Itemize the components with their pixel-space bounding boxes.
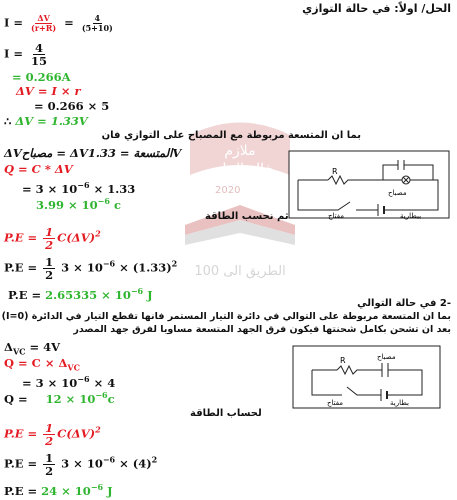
formula-energy: P.E = $\frac{1}{2}$ $C(\Delta V)^2$ xyxy=(4,225,101,252)
result-energy: $P.E = 2.65335 \times 10^{-6}$ J xyxy=(8,286,153,302)
note-energy: ثم نحسب الطاقة xyxy=(205,211,289,222)
formula-voltage-calc: = 0.266 × 5 xyxy=(34,99,110,113)
note-energy-series: لحساب الطاقة xyxy=(190,408,262,419)
circuit-diagram-series xyxy=(292,345,442,410)
formula-charge-series-calc: = $3 \times 10^{-6} \times 4$ xyxy=(22,374,116,390)
formula-energy-series: P.E = $\frac{1}{2}$ $C(\Delta V)^2$ xyxy=(4,421,101,448)
diagram2-label-battery: بطارية xyxy=(390,399,409,407)
result-current: = 0.266A xyxy=(12,70,71,84)
section-heading-series: -2 في حالة التوالي xyxy=(357,298,451,309)
diagram1-label-battery: ببطارية xyxy=(400,212,422,220)
formula-charge-series: $Q = C \times \Delta_{VC}$ xyxy=(4,356,80,373)
note-series-1: بما ان المتسعة مربوطة على التوالي في دائرة التيار المستمر فانها تقطع التيار في الدائرة (I=0) xyxy=(1,311,451,322)
result-charge-series: $Q = 12 \times 10^{-6}c$ xyxy=(4,390,115,406)
formula-equal-voltage: ΔVمصباح = ΔVالمتسعة = 1.33V xyxy=(4,146,182,160)
diagram2-label-r: R xyxy=(340,356,346,365)
formula-energy-series-calc: P.E = $\frac{1}{2}$ $3 \times 10^{-6} \times (4)^2$ xyxy=(4,451,158,478)
result-energy-series: $P.E = 24 \times 10^{-6}$ J xyxy=(4,482,113,498)
result-charge: $3.99 \times 10^{-6}$ c xyxy=(36,196,121,212)
formula-vc: $\Delta_{VC} = 4V$ xyxy=(4,340,61,357)
formula-voltage-drop: ΔV = I × r xyxy=(16,84,81,98)
watermark-year: 2020 xyxy=(215,185,241,196)
diagram1-label-lamp: مصباح xyxy=(388,189,407,197)
formula-charge-calc: = $3 \times 10^{-6} \times 1.33$ xyxy=(22,180,136,196)
formula-current: I = $\frac{\Delta V}{(r+R)}$ = $\frac{4}{(5+10)}$ xyxy=(4,13,113,33)
diagram2-label-lamp: مصباح xyxy=(377,353,396,361)
page-title: الحل/ اولاً: في حالة التوازي xyxy=(302,2,451,15)
diagram1-label-r: R xyxy=(332,167,338,176)
result-voltage: ∴ ΔV = 1.33V xyxy=(4,114,88,128)
circuit-diagram-parallel xyxy=(288,150,451,220)
note-parallel: بما ان المتسعة مربوطة مع المصباح على التوازي فان xyxy=(101,130,361,141)
diagram2-label-switch: مفتاح xyxy=(327,399,344,407)
note-series-2: بعد ان تشحن بكامل شحنتها فيكون فرق الجهد المتسعة مساويا لفرق جهد المصدر xyxy=(73,324,451,335)
watermark-line1: ملازم xyxy=(224,143,256,159)
formula-current-2: I = $\frac{4}{15}$ xyxy=(4,41,48,68)
watermark-line2: خالد الجابي xyxy=(206,161,274,177)
formula-charge: Q = C * ΔV xyxy=(4,162,73,176)
diagram1-label-switch: مفتاح xyxy=(328,212,345,220)
watermark-line3: الطريق الى 100 xyxy=(194,264,286,279)
formula-energy-calc: P.E = $\frac{1}{2}$ $3 \times 10^{-6} \times (1.33)^2$ xyxy=(4,255,178,282)
